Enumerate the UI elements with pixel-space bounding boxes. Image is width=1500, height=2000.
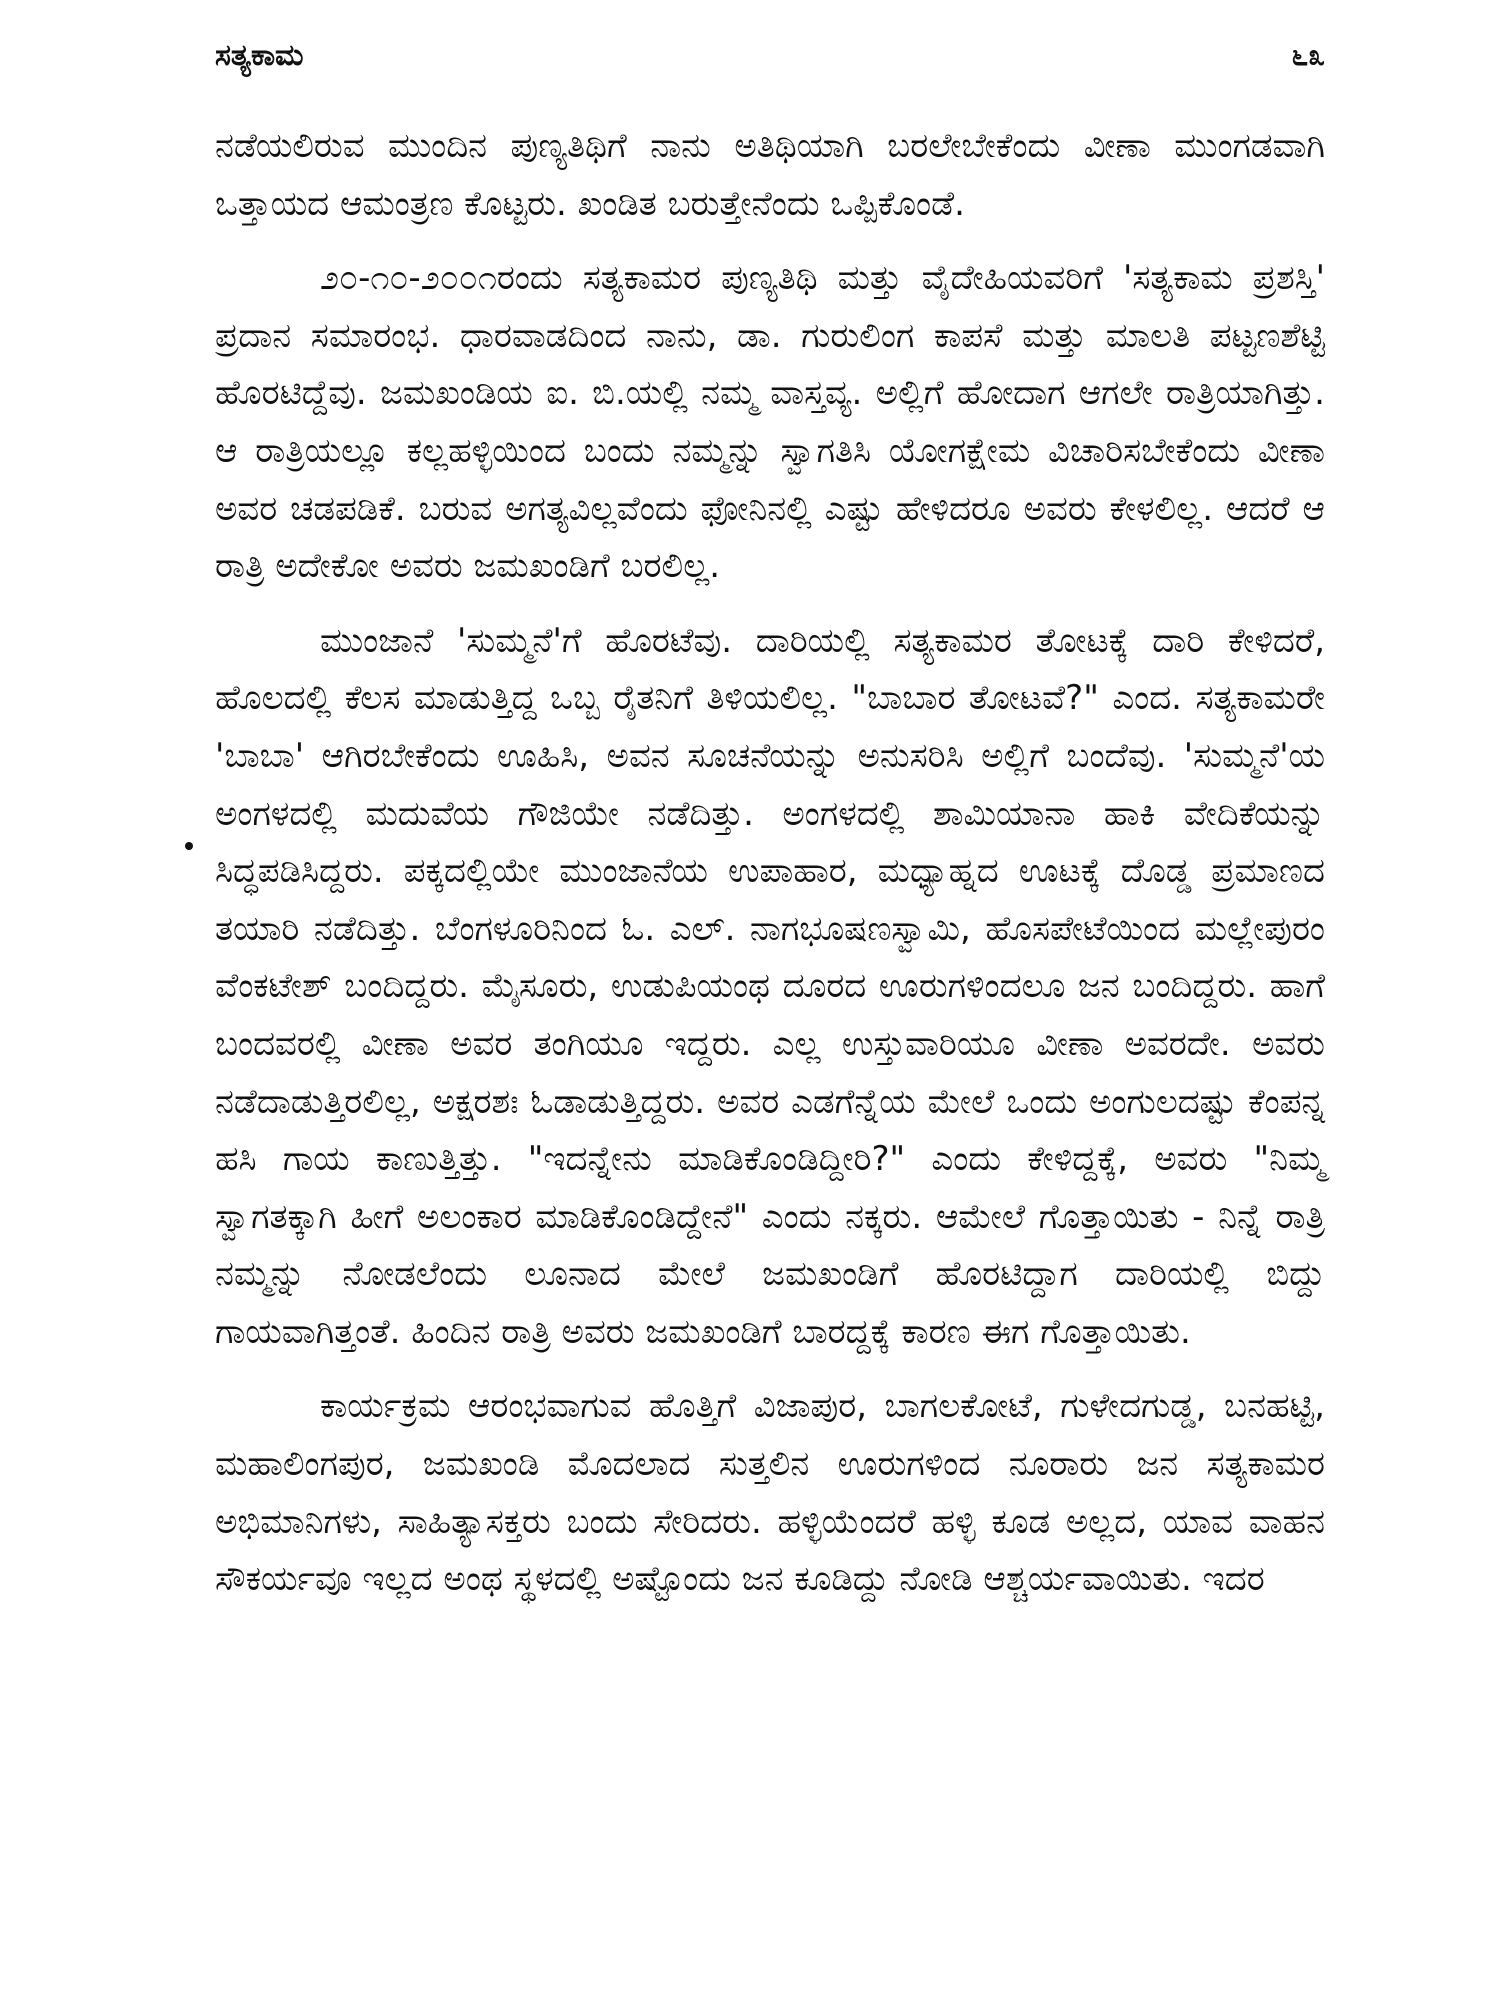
- running-title: ಸತ್ಯಕಾಮ: [215, 37, 304, 73]
- paragraph: ೨೦-೧೦-೨೦೦೧ರಂದು ಸತ್ಯಕಾಮರ ಪುಣ್ಯತಿಥಿ ಮತ್ತು ವೈದೇಹಿಯವರಿಗೆ 'ಸತ್ಯಕಾಮ ಪ್ರಶಸ್ತಿ' ಪ್ರದಾನ ಸಮಾರಂಭ. ಧಾರವಾಡದಿಂದ ನಾನು, ಡಾ. ಗುರುಲಿಂಗ ಕಾಪಸೆ ಮತ್ತು ಮಾಲತಿ ಪಟ್ಟಣಶೆಟ್ಟಿ ಹೊರಟಿದ್ದೆವು. ಜಮಖಂಡಿಯ ಐ. ಬಿ.ಯಲ್ಲಿ ನಮ್ಮ ವಾಸ್ತವ್ಯ. ಅಲ್ಲಿಗೆ ಹೋದಾಗ ಆಗಲೇ ರಾತ್ರಿಯಾಗಿತ್ತು. ಆ ರಾತ್ರಿಯಲ್ಲೂ ಕಲ್ಲಹಳ್ಳಿಯಿಂದ ಬಂದು ನಮ್ಮನ್ನು ಸ್ವಾಗತಿಸಿ ಯೋಗಕ್ಷೇಮ ವಿಚಾರಿಸಬೇಕೆಂದು ವೀಣಾ ಅವರ ಚಡಪಡಿಕೆ. ಬರುವ ಅಗತ್ಯವಿಲ್ಲವೆಂದು ಫೋನಿನಲ್ಲಿ ಎಷ್ಟು ಹೇಳಿದರೂ ಅವರು ಕೇಳಲಿಲ್ಲ. ಆದರೆ ಆ ರಾತ್ರಿ ಅದೇಕೋ ಅವರು ಜಮಖಂಡಿಗೆ ಬರಲಿಲ್ಲ.: [215, 258, 1325, 587]
- body-text: [215, 118, 1325, 1609]
- paragraph-continued: ನಡೆಯಲಿರುವ ಮುಂದಿನ ಪುಣ್ಯತಿಥಿಗೆ ನಾನು ಅತಿಥಿಯಾಗಿ ಬರಲೇಬೇಕೆಂದು ವೀಣಾ ಮುಂಗಡವಾಗಿ ಒತ್ತಾಯದ ಆಮಂತ್ರಣ ಕೊಟ್ಟರು. ಖಂಡಿತ ಬರುತ್ತೇನೆಂದು ಒಪ್ಪಿಕೊಂಡೆ.: [215, 126, 1325, 224]
- margin-dot-mark: [185, 842, 193, 850]
- paragraph: ಮುಂಜಾನೆ 'ಸುಮ್ಮನೆ'ಗೆ ಹೊರಟೆವು. ದಾರಿಯಲ್ಲಿ ಸತ್ಯಕಾಮರ ತೋಟಕ್ಕೆ ದಾರಿ ಕೇಳಿದರೆ, ಹೊಲದಲ್ಲಿ ಕೆಲಸ ಮಾಡುತ್ತಿದ್ದ ಒಬ್ಬ ರೈತನಿಗೆ ತಿಳಿಯಲಿಲ್ಲ. "ಬಾಬಾರ ತೋಟವೆ?" ಎಂದ. ಸತ್ಯಕಾಮರೇ 'ಬಾಬಾ' ಆಗಿರಬೇಕೆಂದು ಊಹಿಸಿ, ಅವನ ಸೂಚನೆಯನ್ನು ಅನುಸರಿಸಿ ಅಲ್ಲಿಗೆ ಬಂದೆವು. 'ಸುಮ್ಮನೆ'ಯ ಅಂಗಳದಲ್ಲಿ ಮದುವೆಯ ಗೌಜಿಯೇ ನಡೆದಿತ್ತು. ಅಂಗಳದಲ್ಲಿ ಶಾಮಿಯಾನಾ ಹಾಕಿ ವೇದಿಕೆಯನ್ನು ಸಿದ್ಧಪಡಿಸಿದ್ದರು. ಪಕ್ಕದಲ್ಲಿಯೇ ಮುಂಜಾನೆಯ ಉಪಾಹಾರ, ಮಧ್ಯಾಹ್ನದ ಊಟಕ್ಕೆ ದೊಡ್ಡ ಪ್ರಮಾಣದ ತಯಾರಿ ನಡೆದಿತ್ತು. ಬೆಂಗಳೂರಿನಿಂದ ಓ. ಎಲ್. ನಾಗಭೂಷಣಸ್ವಾಮಿ, ಹೊಸಪೇಟೆಯಿಂದ ಮಲ್ಲೇಪುರಂ ವೆಂಕಟೇಶ್ ಬಂದಿದ್ದರು. ಮೈಸೂರು, ಉಡುಪಿಯಂಥ ದೂರದ ಊರುಗಳಿಂದಲೂ ಜನ ಬಂದಿದ್ದರು. ಹಾಗೆ ಬಂದವರಲ್ಲಿ ವೀಣಾ ಅವರ ತಂಗಿಯೂ ಇದ್ದರು. ಎಲ್ಲ ಉಸ್ತುವಾರಿಯೂ ವೀಣಾ ಅವರದೇ. ಅವರು ನಡೆದಾಡುತ್ತಿರಲಿಲ್ಲ, ಅಕ್ಷರಶಃ ಓಡಾಡುತ್ತಿದ್ದರು. ಅವರ ಎಡಗೆನ್ನೆಯ ಮೇಲೆ ಒಂದು ಅಂಗುಲದಷ್ಟು ಕೆಂಪನ್ನ ಹಸಿ ಗಾಯ ಕಾಣುತ್ತಿತ್ತು. "ಇದನ್ನೇನು ಮಾಡಿಕೊಂಡಿದ್ದೀರಿ?" ಎಂದು ಕೇಳಿದ್ದಕ್ಕೆ, ಅವರು "ನಿಮ್ಮ ಸ್ವಾಗತಕ್ಕಾಗಿ ಹೀಗೆ ಅಲಂಕಾರ ಮಾಡಿಕೊಂಡಿದ್ದೇನೆ" ಎಂದು ನಕ್ಕರು. ಆಮೇಲೆ ಗೊತ್ತಾಯಿತು - ನಿನ್ನೆ ರಾತ್ರಿ ನಮ್ಮನ್ನು ನೋಡಲೆಂದು ಲೂನಾದ ಮೇಲೆ ಜಮಖಂಡಿಗೆ ಹೊರಟಿದ್ದಾಗ ದಾರಿಯಲ್ಲಿ ಬಿದ್ದು ಗಾಯವಾಗಿತ್ತಂತೆ. ಹಿಂದಿನ ರಾತ್ರಿ ಅವರು ಜಮಖಂಡಿಗೆ ಬಾರದ್ದಕ್ಕೆ ಕಾರಣ ಈಗ ಗೊತ್ತಾಯಿತು.: [215, 620, 1325, 1352]
- running-header: [215, 30, 1325, 80]
- page-number: ೬೩: [1291, 37, 1325, 73]
- paragraph: ಕಾರ್ಯಕ್ರಮ ಆರಂಭವಾಗುವ ಹೊತ್ತಿಗೆ ವಿಜಾಪುರ, ಬಾಗಲಕೋಟೆ, ಗುಳೇದಗುಡ್ಡ, ಬನಹಟ್ಟಿ, ಮಹಾಲಿಂಗಪುರ, ಜಮಖಂಡಿ ಮೊದಲಾದ ಸುತ್ತಲಿನ ಊರುಗಳಿಂದ ನೂರಾರು ಜನ ಸತ್ಯಕಾಮರ ಅಭಿಮಾನಿಗಳು, ಸಾಹಿತ್ಯಾಸಕ್ತರು ಬಂದು ಸೇರಿದರು. ಹಳ್ಳಿಯೆಂದರೆ ಹಳ್ಳಿ ಕೂಡ ಅಲ್ಲದ, ಯಾವ ವಾಹನ ಸೌಕರ್ಯವೂ ಇಲ್ಲದ ಅಂಥ ಸ್ಥಳದಲ್ಲಿ ಅಷ್ಟೊಂದು ಜನ ಕೂಡಿದ್ದು ನೋಡಿ ಆಶ್ಚರ್ಯವಾಯಿತು. ಇದರ: [215, 1386, 1325, 1600]
